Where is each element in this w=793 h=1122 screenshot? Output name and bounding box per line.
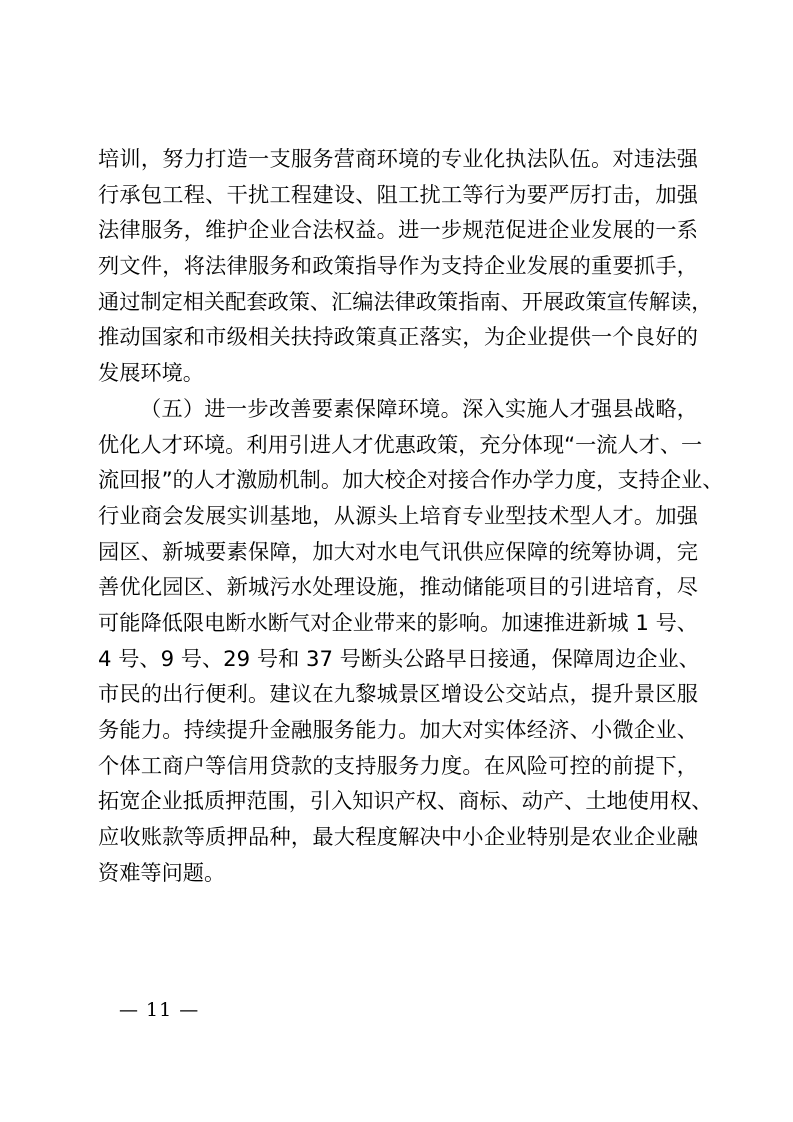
text-line: 流回报”的人才激励机制。加大校企对接合作办学力度，支持企业、 <box>98 467 724 493</box>
text-line: 园区、新城要素保障，加大对水电气讯供应保障的统筹协调，完 <box>98 538 698 564</box>
paragraph-end-line: 发展环境。 <box>98 360 204 386</box>
text-line: 拓宽企业抵质押范围，引入知识产权、商标、动产、土地使用权、 <box>98 788 713 814</box>
text-line: 通过制定相关配套政策、汇编法律政策指南、开展政策宣传解读， <box>98 288 713 314</box>
section-heading-line: （五）进一步改善要素保障环境。深入实施人才强县战略， <box>140 395 698 421</box>
text-line: 务能力。持续提升金融服务能力。加大对实体经济、小微企业、 <box>98 717 698 742</box>
text-line: 培训，努力打造一支服务营商环境的专业化执法队伍。对违法强 <box>98 146 698 171</box>
text-line: 行承包工程、干扰工程建设、阻工扰工等行为要严厉打击，加强 <box>98 181 698 207</box>
text-line: 推动国家和市级相关扶持政策真正落实，为企业提供一个良好的 <box>98 324 698 350</box>
text-line: 可能降低限电断水断气对企业带来的影响。加速推进新城 1 号、 <box>98 609 698 635</box>
text-line: 法律服务，维护企业合法权益。进一步规范促进企业发展的一系 <box>98 217 698 243</box>
text-line: 优化人才环境。利用引进人才优惠政策，充分体现“一流人才、一 <box>98 431 703 457</box>
paragraph-end-line: 资难等问题。 <box>98 859 226 885</box>
text-line: 应收账款等质押品种，最大程度解决中小企业特别是农业企业融 <box>98 824 698 850</box>
text-line: 行业商会发展实训基地，从源头上培育专业型技术型人才。加强 <box>98 502 698 528</box>
text-line: 善优化园区、新城污水处理设施，推动储能项目的引进培育，尽 <box>98 574 698 600</box>
text-line: 市民的出行便利。建议在九黎城景区增设公交站点，提升景区服 <box>98 681 698 707</box>
document-body <box>98 141 724 890</box>
text-line: 4 号、9 号、29 号和 37 号断头公路早日接通，保障周边企业、 <box>98 645 700 671</box>
text-line: 列文件，将法律服务和政策指导作为支持企业发展的重要抓手， <box>98 253 698 279</box>
text-line: 个体工商户等信用贷款的支持服务力度。在风险可控的前提下， <box>98 752 698 778</box>
page-number: — 11 — <box>119 999 200 1021</box>
